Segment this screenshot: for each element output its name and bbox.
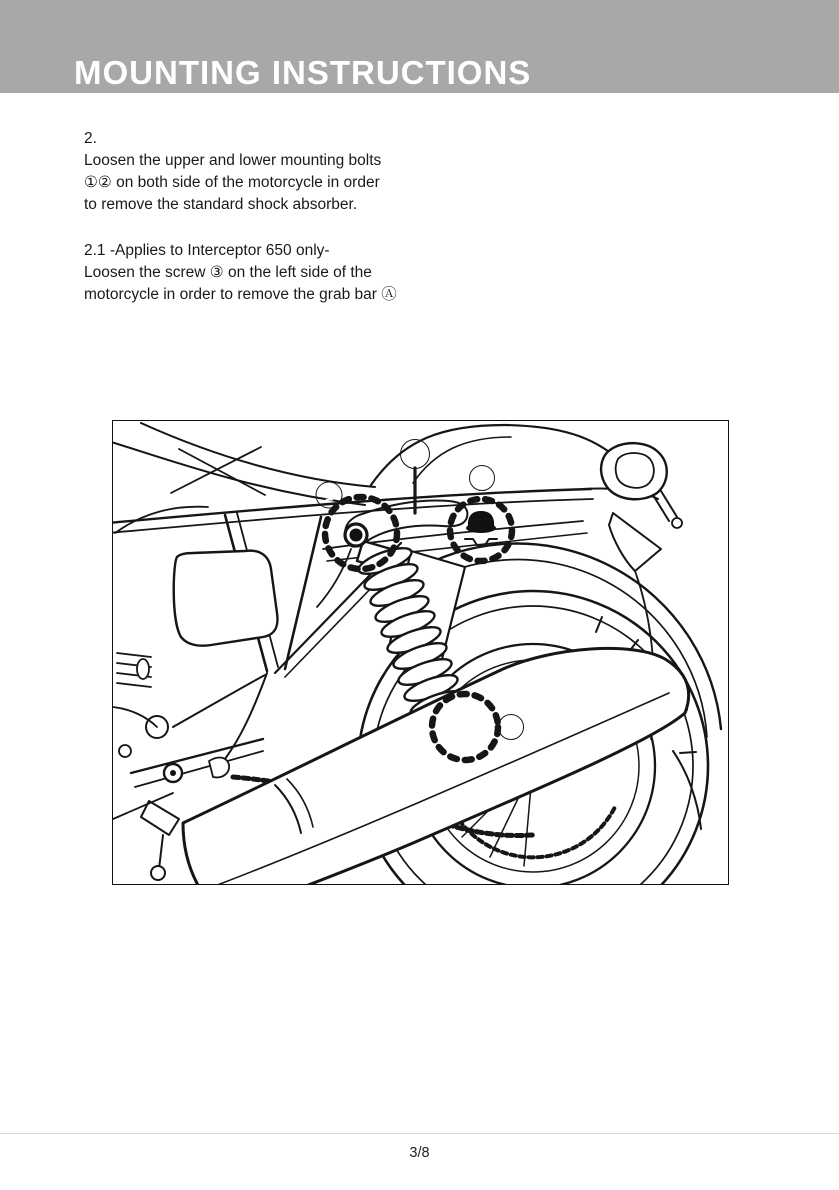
header-bar	[0, 0, 839, 93]
engine-details	[113, 653, 168, 757]
step-2	[84, 128, 564, 216]
step-2-line-2: ①② on both side of the motorcycle in order	[84, 174, 380, 191]
step-2-line-3: to remove the standard shock absorber.	[84, 196, 358, 213]
seat-lines	[113, 423, 375, 533]
step-2-1-line-3: motorcycle in order to remove the grab bar Ⓐ	[84, 286, 397, 303]
callout-a-label: A	[408, 444, 422, 465]
footer-divider	[0, 1133, 839, 1134]
callout-3-label: 3	[477, 470, 487, 488]
step-2-1-line-2: Loosen the screw ③ on the left side of the	[84, 264, 372, 281]
callout-1-label: 1	[324, 487, 334, 505]
step-2-line-1: Loosen the upper and lower mounting bolts	[84, 152, 382, 169]
screw-3	[465, 511, 497, 545]
motorcycle-illustration	[113, 421, 728, 884]
figure-frame	[112, 420, 729, 885]
step-2-number: 2.	[84, 130, 97, 147]
page-title: MOUNTING INSTRUCTIONS	[74, 54, 532, 91]
instructions	[84, 128, 564, 330]
step-2-1-line-1: 2.1 -Applies to Interceptor 650 only-	[84, 242, 330, 259]
page-number: 3/8	[409, 1145, 430, 1161]
callout-2-label: 2	[506, 719, 516, 737]
step-2-1	[84, 240, 564, 306]
side-panel	[174, 551, 278, 646]
